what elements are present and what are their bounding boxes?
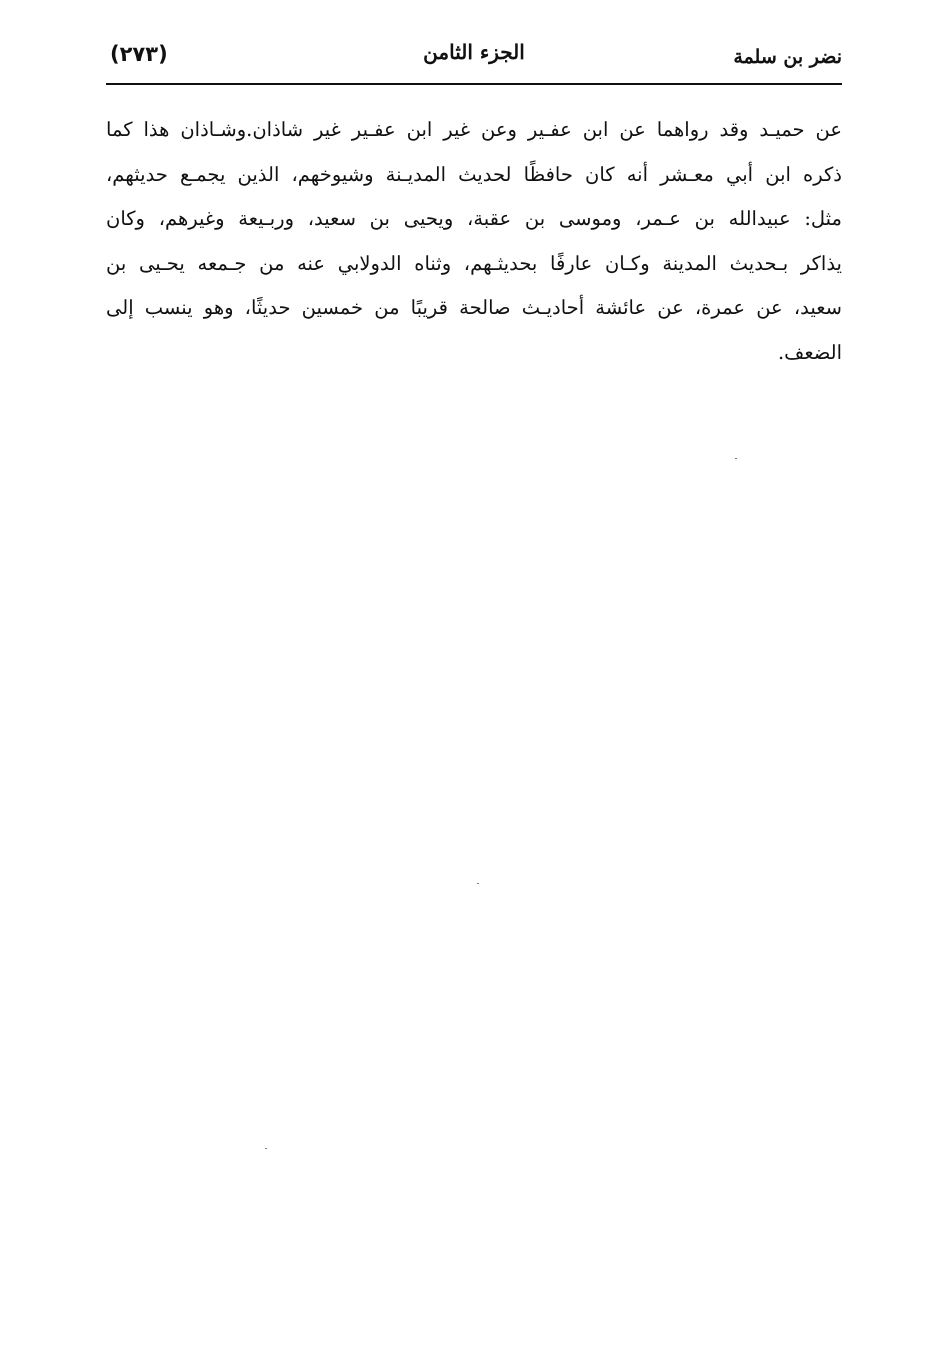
- page-number: (٢٧٣): [110, 42, 168, 66]
- body-line: عن حميـد وقد رواهما عن ابن عفـير وعن غير ابن عفـير غير شاذان.وشـاذان هذا كما: [106, 118, 842, 141]
- body-line: يذاكر بـحديث المدينة وكـان عارفًا بحديثـهم، وثناه الدولابي عنه من جـمعه يحـيى بن: [106, 251, 842, 275]
- body-paragraph: [106, 112, 842, 379]
- volume-title: الجزء الثامن: [423, 40, 525, 64]
- body-line: ذكره ابن أبي معـشر أنه كان حافظًا لحديث المديـنة وشيوخهم، الذين يجمـع حديثهم،: [106, 162, 842, 186]
- entry-name: نضر بن سلمة: [733, 46, 842, 68]
- scan-speck: [735, 458, 737, 459]
- body-line: مثل: عبيدالله بن عـمر، وموسى بن عقبة، ويحيى بن سعيد، وربـيعة وغيرهم، وكان: [106, 207, 842, 230]
- body-line: الضعف.: [777, 340, 842, 364]
- header-rule: [106, 83, 842, 85]
- body-line: سعيد، عن عمرة، عن عائشة أحاديـث صالحة قريبًا من خمسين حديثًا، وهو ينسب إلى: [106, 296, 842, 319]
- running-header: [106, 38, 842, 76]
- scan-speck: [265, 1148, 267, 1149]
- scan-speck: [477, 883, 479, 884]
